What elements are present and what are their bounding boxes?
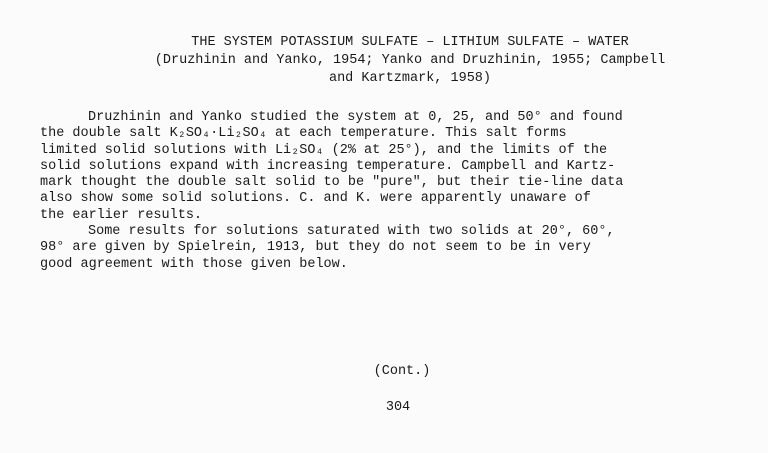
page-title: THE SYSTEM POTASSIUM SULFATE – LITHIUM SULFATE – WATER — [191, 35, 629, 50]
text-line: Some results for solutions saturated with two solids at 20°, 60°, — [88, 224, 615, 240]
heading-block — [60, 34, 760, 88]
text-line: mark thought the double salt solid to be "pure", but their tie-line data — [40, 175, 624, 191]
references-line-2: and Kartzmark, 1958) — [328, 71, 492, 86]
text-line: Druzhinin and Yanko studied the system at 0, 25, and 50° and found — [88, 110, 623, 125]
body-text — [40, 110, 740, 273]
continued-marker: (Cont.) — [373, 364, 431, 379]
text-line: also show some solid solutions. C. and K. were apparently unaware of — [40, 191, 591, 207]
text-line: the double salt K₂SO₄·Li₂SO₄ at each temperature. This salt forms — [40, 126, 567, 142]
text-line: solid solutions expand with increasing temperature. Campbell and Kartz- — [40, 158, 616, 174]
page-number: 304 — [385, 400, 411, 415]
paragraph-2 — [40, 224, 740, 273]
references-line-1: (Druzhinin and Yanko, 1954; Yanko and Druzhinin, 1955; Campbell — [154, 53, 666, 68]
text-line: good agreement with those given below. — [40, 256, 348, 272]
text-line: the earlier results. — [40, 207, 203, 223]
paragraph-1 — [40, 110, 740, 224]
text-line: limited solid solutions with Li₂SO₄ (2% at 25°), and the limits of the — [40, 142, 608, 158]
text-line: 98° are given by Spielrein, 1913, but they do not seem to be in very — [40, 240, 591, 256]
